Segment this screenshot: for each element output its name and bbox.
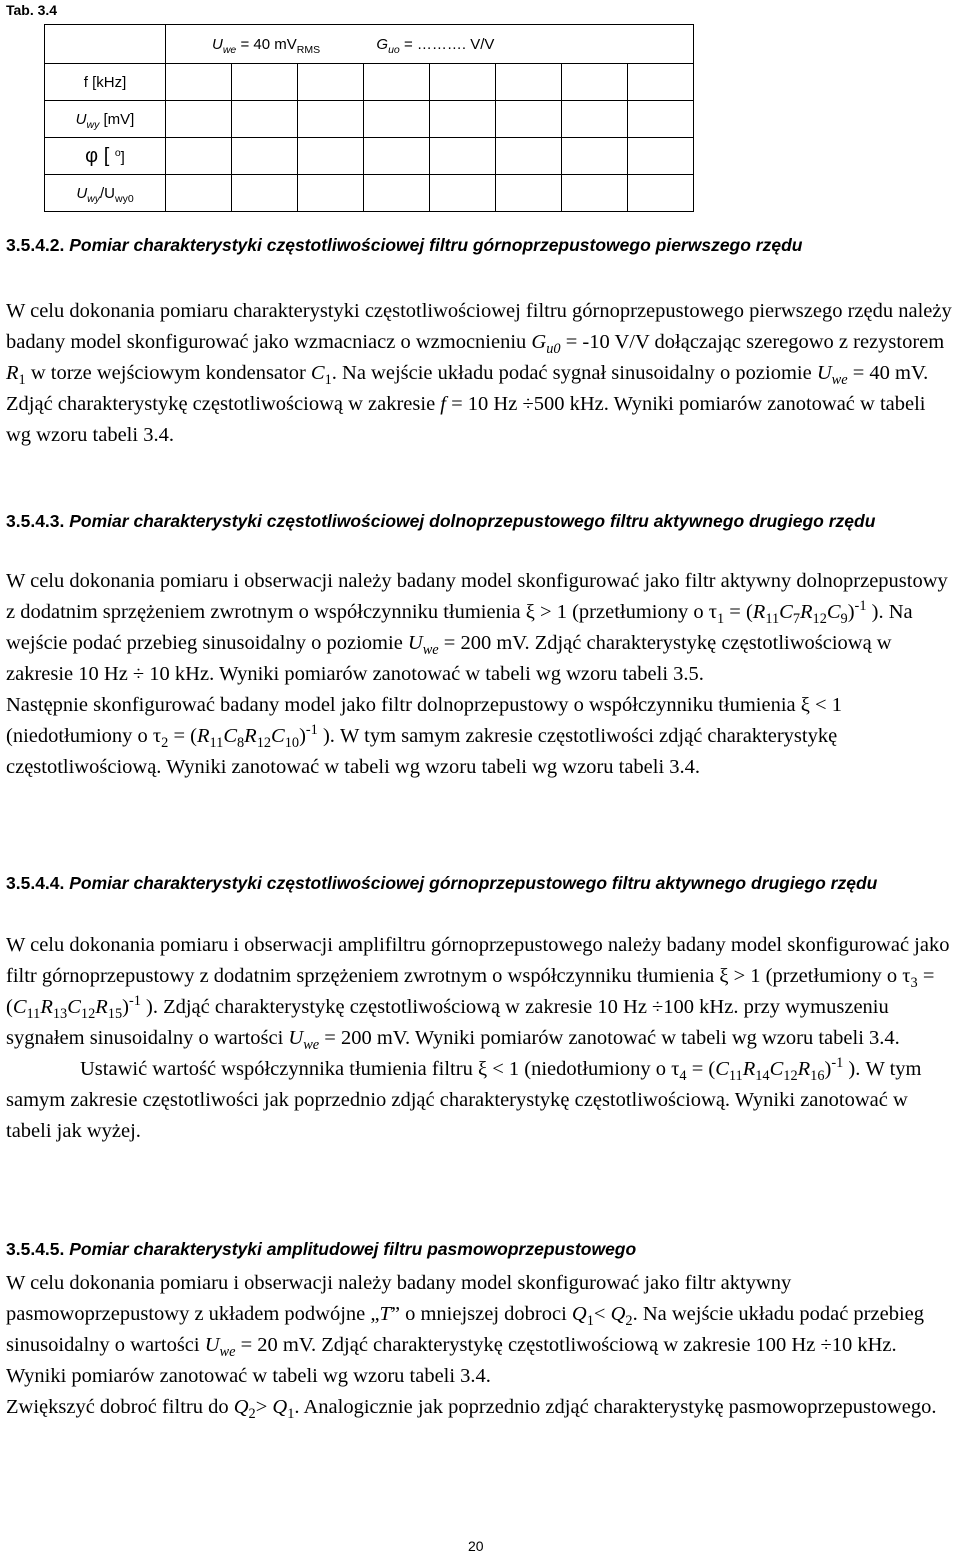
section-heading-3544: [6, 868, 951, 898]
section-heading-3543: [6, 506, 951, 536]
section-body-3544: W celu dokonania pomiaru i obserwacji amplifiltru górnoprzepustowego należy badany model skonfigurować jako filtr górnoprzepustowy z dodatnim sprzężeniem zwrotnym o współczynniku tłumienia ξ > 1 (przetłumiony o $\tau_3 = (C_{11}R_{13}C_{12}R_{15})^{-1}$ ). Zdjąć charakterystykę częstotliwościową w zakresie 10 Hz ÷100 kHz. przy wymuszeniu sygnałem sinusoidalny o wartości $U_{we} = 200$ mV. Wyniki pomiarów zanotować w tabeli wg wzoru tabeli 3.4. Ustawić wartość współczynnika tłumienia filtru ξ < 1 (niedotłumiony o $\tau_4 = (C_{11}R_{14}C_{12}R_{16})^{-1}$ ). W tym samym zakresie częstotliwości jak poprzednio zdjąć charakterystykę częstotliwościową. Wyniki zanotować w tabeli jak wyżej.: [6, 934, 950, 1142]
section-title: Pomiar charakterystyki amplitudowej filtru pasmowoprzepustowego: [64, 1239, 637, 1259]
section-heading-3542: [6, 230, 951, 260]
section-title: Pomiar charakterystyki częstotliwościowej dolnoprzepustowego filtru aktywnego drugiego rzędu: [64, 511, 876, 531]
section-title: Pomiar charakterystyki częstotliwościowej górnoprzepustowego filtru aktywnego drugiego rzędu: [64, 873, 878, 893]
row-label-ratio: $U_{wy}/U_{wy0}$: [45, 175, 166, 212]
table-caption: Tab. 3.4: [6, 2, 58, 18]
guo-label: $G_{uo}$ = ………. V/V: [376, 35, 495, 56]
table-row: [45, 64, 694, 101]
section-body-3543: W celu dokonania pomiaru i obserwacji należy badany model skonfigurować jako filtr aktywny dolnoprzepustowy z dodatnim sprzężeniem zwrotnym o współczynniku tłumienia ξ > 1 (przetłumiony o $\tau_1 = (R_{11}C_7R_{12}C_9)^{-1}$ ). Na wejście podać przebieg sinusoidalny o poziomie $U_{we} = 200$ mV. Zdjąć charakterystykę częstotliwościową w zakresie 10 Hz ÷ 10 kHz. Wyniki pomiarów zanotować w tabeli wg wzoru tabeli 3.5. Następnie skonfigurować badany model jako filtr dolnoprzepustowy o współczynniku tłumienia ξ < 1 (niedotłumiony o $\tau_2 = (R_{11}C_8R_{12}C_{10})^{-1}$ ). W tym samym zakresie częstotliwości zdjąć charakterystykę częstotliwościową. Wyniki zanotować w tabeli wg wzoru tabeli wg wzoru tabeli 3.4.: [6, 570, 948, 778]
section-number: 3.5.4.5.: [6, 1239, 65, 1259]
measurement-table: [44, 24, 694, 212]
table-row: [45, 101, 694, 138]
section-body-3542: W celu dokonania pomiaru charakterystyki częstotliwościowej filtru górnoprzepustowego pierwszego rzędu należy badany model skonfigurować jako wzmacniacz o wzmocnieniu $G_{u0} = -10$ V/V dołączając szeregowo z rezystorem $R_1$ w torze wejściowym kondensator $C_1$. Na wejście układu podać sygnał sinusoidalny o poziomie $U_{we} = 40$ mV. Zdjąć charakterystykę częstotliwościową w zakresie f = 10 Hz ÷500 kHz. Wyniki pomiarów zanotować w tabeli wg wzoru tabeli 3.4.: [6, 300, 952, 446]
table-row: [45, 138, 694, 175]
table-header-params: [166, 25, 694, 64]
row-label-phase: φ [ $^o$]: [45, 138, 166, 175]
section-title: Pomiar charakterystyki częstotliwościowej filtru górnoprzepustowego pierwszego rzędu: [64, 235, 803, 255]
table-row: [45, 175, 694, 212]
section-number: 3.5.4.2.: [6, 235, 65, 255]
section-body-3545: W celu dokonania pomiaru i obserwacji należy badany model skonfigurować jako filtr aktywny pasmowoprzepustowy z układem podwójne „T” o mniejszej dobroci $Q_1< Q_2$. Na wejście układu podać przebieg sinusoidalny o wartości $U_{we} = 20$ mV. Zdjąć charakterystykę częstotliwościową w zakresie 100 Hz ÷10 kHz. Wyniki pomiarów zanotować w tabeli wg wzoru tabeli 3.4. Zwiększyć dobroć filtru do $Q_2> Q_1$. Analogicznie jak poprzednio zdjąć charakterystykę pasmowoprzepustowego.: [6, 1272, 937, 1423]
section-number: 3.5.4.4.: [6, 873, 65, 893]
page-number: 20: [468, 1538, 484, 1554]
uwe-label: $U_{we} = 40$ $mV_{RMS}$: [212, 35, 321, 56]
section-heading-3545: [6, 1234, 951, 1264]
row-label-frequency: f [kHz]: [45, 64, 166, 101]
row-label-uwy: $U_{wy}$ [mV]: [45, 101, 166, 138]
section-number: 3.5.4.3.: [6, 511, 65, 531]
